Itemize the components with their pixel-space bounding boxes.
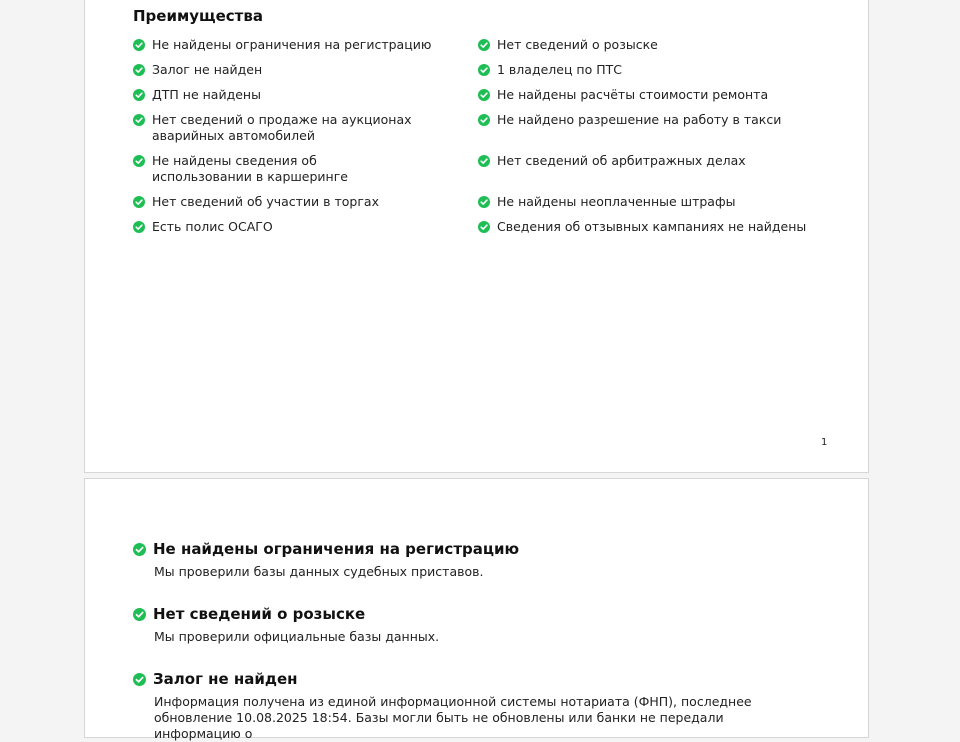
detail-title: Залог не найден (153, 670, 298, 688)
advantage-label: Нет сведений об арбитражных делах (497, 153, 746, 168)
advantage-item (478, 62, 808, 78)
detail-header (133, 670, 793, 688)
advantage-label: ДТП не найдены (152, 87, 261, 102)
advantage-label: Нет сведений о продаже на аукционах аварийных автомобилей (152, 112, 412, 143)
detail-block (133, 670, 793, 742)
advantage-label: Нет сведений об участии в торгах (152, 194, 379, 209)
check-circle-icon (478, 64, 490, 76)
advantage-item (478, 87, 808, 103)
detail-block (133, 540, 793, 580)
advantage-item (133, 153, 418, 185)
advantage-label: Не найдены расчёты стоимости ремонта (497, 87, 769, 102)
check-circle-icon (133, 196, 145, 208)
advantage-label: Не найдены неоплаченные штрафы (497, 194, 736, 209)
check-circle-icon (478, 155, 490, 167)
advantage-label: Залог не найден (152, 62, 263, 77)
detail-text: Мы проверили базы данных судебных приставов. (154, 564, 484, 579)
advantage-item (478, 112, 808, 128)
check-circle-icon (478, 89, 490, 101)
advantage-label: Не найдено разрешение на работу в такси (497, 112, 782, 127)
detail-block (133, 605, 793, 645)
advantage-label: Сведения об отзывных кампаниях не найдены (497, 219, 807, 234)
check-circle-icon (133, 39, 145, 51)
advantage-item (133, 62, 463, 78)
check-circle-icon (133, 114, 145, 126)
advantage-item (478, 37, 808, 53)
page-number: 1 (821, 437, 828, 448)
advantage-item (133, 194, 463, 210)
advantage-item (133, 219, 463, 235)
check-circle-icon (478, 196, 490, 208)
check-circle-icon (133, 89, 145, 101)
advantage-label: Не найдены сведения об использовании в каршеринге (152, 153, 348, 184)
detail-text: Мы проверили официальные базы данных. (154, 629, 440, 644)
check-circle-icon (478, 114, 490, 126)
advantage-item (133, 87, 463, 103)
advantage-label: 1 владелец по ПТС (497, 62, 622, 77)
advantage-item (478, 219, 808, 235)
check-circle-icon (133, 543, 146, 556)
check-circle-icon (133, 64, 145, 76)
report-page-1 (84, 0, 869, 473)
check-circle-icon (133, 155, 145, 167)
check-circle-icon (133, 673, 146, 686)
advantage-item (133, 37, 463, 53)
detail-title: Нет сведений о розыске (153, 605, 366, 623)
advantage-item (478, 153, 808, 169)
check-circle-icon (478, 221, 490, 233)
advantage-label: Не найдены ограничения на регистрацию (152, 37, 432, 52)
advantage-label: Нет сведений о розыске (497, 37, 658, 52)
advantage-label: Есть полис ОСАГО (152, 219, 273, 234)
advantage-item (478, 194, 808, 210)
detail-header (133, 605, 793, 623)
check-circle-icon (133, 221, 145, 233)
report-page-2 (84, 478, 869, 741)
check-circle-icon (478, 39, 490, 51)
detail-text: Информация получена из единой информационной системы нотариата (ФНП), последнее обновление 10.08.2025 18:54. Базы могли быть не обновлены или банки не передали информацию о (154, 694, 752, 741)
check-circle-icon (133, 608, 146, 621)
advantages-title: Преимущества (133, 7, 263, 25)
advantage-item (133, 112, 463, 144)
detail-header (133, 540, 793, 558)
detail-title: Не найдены ограничения на регистрацию (153, 540, 520, 558)
